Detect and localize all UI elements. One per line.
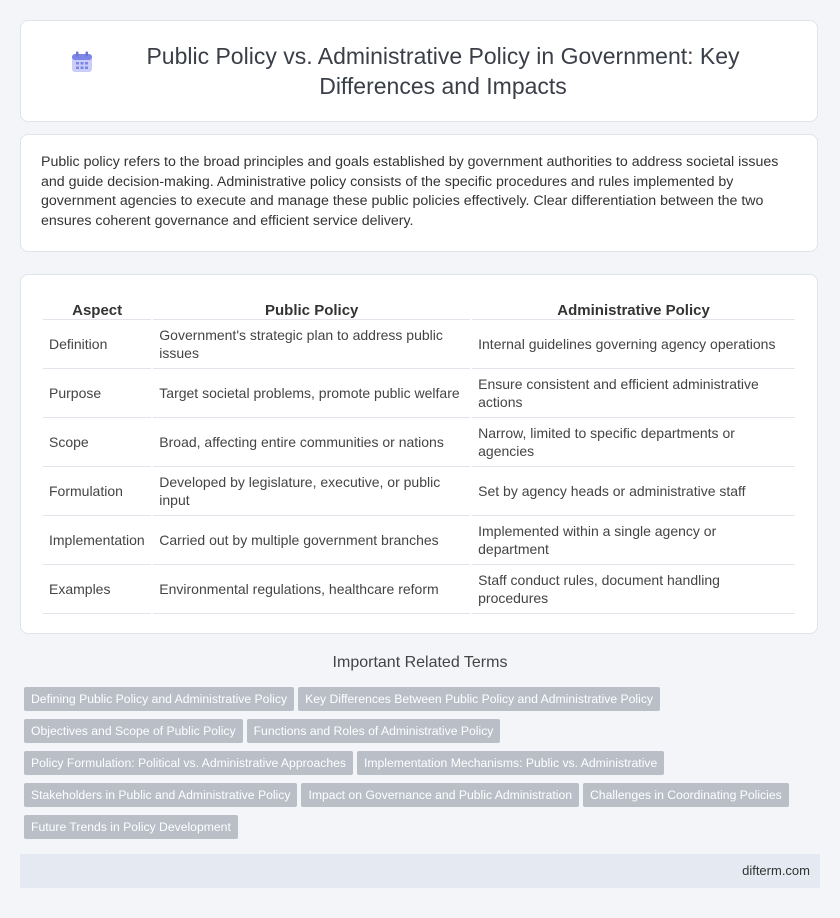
title-card [20, 20, 818, 122]
cell-aspect: Purpose [43, 369, 151, 418]
related-term-link[interactable]: Impact on Governance and Public Administration [301, 783, 579, 807]
cell-public: Environmental regulations, healthcare reform [153, 565, 470, 614]
cell-administrative: Internal guidelines governing agency operations [472, 320, 795, 369]
cell-aspect: Definition [43, 320, 151, 369]
table-row [43, 320, 795, 369]
table-row [43, 418, 795, 467]
comparison-table [41, 293, 797, 614]
related-term-link[interactable]: Defining Public Policy and Administrative Policy [24, 687, 294, 711]
table-row [43, 467, 795, 516]
cell-public: Carried out by multiple government branches [153, 516, 470, 565]
cell-public: Broad, affecting entire communities or nations [153, 418, 470, 467]
related-terms-list [24, 687, 824, 847]
cell-administrative: Set by agency heads or administrative staff [472, 467, 795, 516]
cell-public: Government's strategic plan to address public issues [153, 320, 470, 369]
header-public-policy: Public Policy [153, 293, 470, 320]
footer [20, 854, 820, 888]
header-administrative-policy: Administrative Policy [472, 293, 795, 320]
footer-site-link[interactable]: difterm.com [742, 863, 810, 878]
cell-aspect: Implementation [43, 516, 151, 565]
header-aspect: Aspect [43, 293, 151, 320]
page-title: Public Policy vs. Administrative Policy in Government: Key Differences and Impacts [146, 43, 740, 99]
cell-administrative: Staff conduct rules, document handling procedures [472, 565, 795, 614]
related-term-link[interactable]: Functions and Roles of Administrative Policy [247, 719, 501, 743]
calendar-icon [69, 49, 95, 75]
cell-aspect: Examples [43, 565, 151, 614]
related-term-link[interactable]: Policy Formulation: Political vs. Administrative Approaches [24, 751, 353, 775]
cell-administrative: Implemented within a single agency or department [472, 516, 795, 565]
intro-card [20, 134, 818, 252]
cell-aspect: Scope [43, 418, 151, 467]
cell-aspect: Formulation [43, 467, 151, 516]
related-term-link[interactable]: Key Differences Between Public Policy and Administrative Policy [298, 687, 660, 711]
table-header-row [43, 293, 795, 320]
related-terms-title: Important Related Terms [332, 654, 508, 671]
related-term-link[interactable]: Implementation Mechanisms: Public vs. Administrative [357, 751, 664, 775]
comparison-card [20, 274, 818, 634]
related-term-link[interactable]: Stakeholders in Public and Administrative Policy [24, 783, 297, 807]
related-term-link[interactable]: Challenges in Coordinating Policies [583, 783, 789, 807]
cell-administrative: Narrow, limited to specific departments or agencies [472, 418, 795, 467]
cell-administrative: Ensure consistent and efficient administrative actions [472, 369, 795, 418]
cell-public: Target societal problems, promote public welfare [153, 369, 470, 418]
related-term-link[interactable]: Future Trends in Policy Development [24, 815, 238, 839]
related-term-link[interactable]: Objectives and Scope of Public Policy [24, 719, 243, 743]
table-row [43, 516, 795, 565]
cell-public: Developed by legislature, executive, or public input [153, 467, 470, 516]
table-row [43, 565, 795, 614]
intro-text: Public policy refers to the broad principles and goals established by government authorities to address societal issues and guide decision-making. Administrative policy consists of the specific procedures and rules implemented by government agencies to execute and manage these public policies effectively. Clear differentiation between the two ensures coherent governance and efficient service delivery. [41, 154, 779, 229]
table-row [43, 369, 795, 418]
